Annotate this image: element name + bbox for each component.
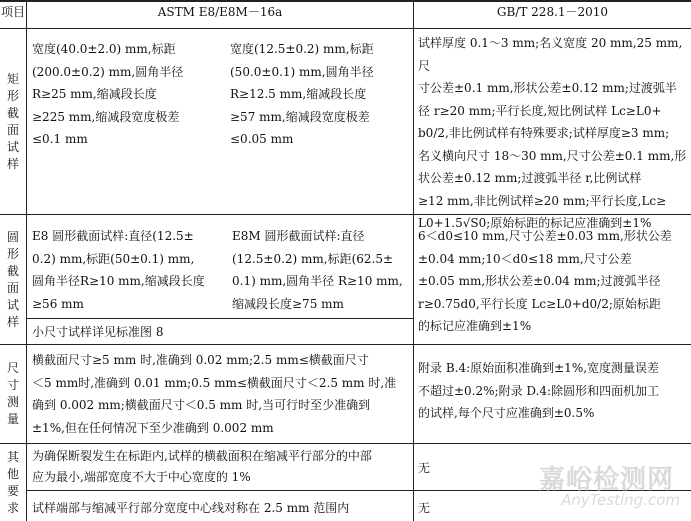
rect-astm-left: 宽度(40.0±2.0) mm,标距 (200.0±0.2) mm,圆角半径 R≥25 mm,缩减段长度 ≥225 mm,缩减段宽度极差 ≤0.1 mm bbox=[32, 42, 184, 146]
round-astm-right: E8M 圆形截面试样:直径 (12.5±0.2) mm,标距(62.5± 0.1) mm,圆角半径 R≥10 mm, 缩减段长度≥75 mm bbox=[232, 229, 403, 311]
header-bottom-border bbox=[0, 28, 691, 29]
other-astm-1: 为确保断裂发生在标距内,试样的横截面积在缩减平行部分的中部 应为最小,端部宽度不大于中心宽度的 1% bbox=[32, 449, 372, 484]
header-gbt: GB/T 228.1－2010 bbox=[496, 5, 609, 19]
header-project: 项目 bbox=[0, 5, 25, 19]
other-gbt-1: 无 bbox=[418, 461, 431, 475]
round-astm-left: E8 圆形截面试样:直径(12.5± 0.2) mm,标距(50±0.1) mm, 圆角半径R≥10 mm,缩减段长度 ≥56 mm bbox=[32, 229, 205, 311]
round-category: 圆形 截面 试样 bbox=[6, 229, 19, 329]
rect-category: 矩形 截面 试样 bbox=[6, 71, 19, 171]
other-astm-2: 试样端部与缩减平行部分宽度中心线对称在 2.5 mm 范围内 bbox=[32, 501, 350, 515]
header-astm: ASTM E8/E8M－16a bbox=[157, 5, 283, 19]
watermark-cn: 嘉峪检测网 bbox=[538, 465, 674, 495]
round-gbt: 6＜d0≤10 mm,尺寸公差±0.03 mm,形状公差 ±0.04 mm;10＜d0≤18 mm,尺寸公差 ±0.05 mm,形状公差±0.04 mm;过渡弧半径 r≥0.75d0,平行长度 Lc≥L0+d0/2;原始标距 的标记应准确到±1% bbox=[418, 229, 672, 333]
measure-astm: 横截面尺寸≥5 mm 时,准确到 0.02 mm;2.5 mm≤横截面尺寸 ＜5 mm时,准确到 0.01 mm;0.5 mm≤横截面尺寸＜2.5 mm 时,准 确到 0.002 mm;横截面尺寸＜0.5 mm 时,当可行时至少准确到 ±1%,但在任何情况下至少准确到 0.002 mm bbox=[32, 353, 397, 435]
category-column-border bbox=[26, 0, 27, 521]
other-gbt-2: 无 bbox=[418, 501, 431, 515]
measure-category: 尺寸 测量 bbox=[6, 361, 19, 426]
watermark bbox=[520, 459, 690, 519]
watermark-en: AnyTesting.com bbox=[561, 491, 680, 509]
rect-astm-right: 宽度(12.5±0.2) mm,标距 (50.0±0.1) mm,圆角半径 R≥12.5 mm,缩减段长度 ≥57 mm,缩减段宽度极差 ≤0.05 mm bbox=[230, 42, 374, 146]
measure-gbt: 附录 B.4:原始面积准确到±1%,宽度测量误差 不超过±0.2%;附录 D.4:除圆形和四面机加工 的试样,每个尺寸应准确到±0.5% bbox=[418, 361, 660, 420]
round-row-bottom-border bbox=[0, 344, 691, 345]
round-astm-note: 小尺寸试样详见标准图 8 bbox=[32, 325, 164, 339]
other-category: 其他 要求 bbox=[6, 449, 19, 515]
rect-gbt: 试样厚度 0.1～3 mm;名义宽度 20 mm,25 mm,尺 寸公差±0.1 mm,形状公差±0.12 mm;过渡弧半 径 r≥20 mm;平行长度,短比例试样 Lc≥L0+ b0/2,非比例试样有特殊要求;试样厚度≥3 mm; 名义横向尺寸 18～30 mm,尺寸公差±0.1 mm,形 状公差±0.12 mm;过渡弧半径 r,比例试样 ≥12 mm,非比例试样≥20 mm;平行长度,Lc≥ L0+1.5√S0;原始标距的标记应准确到±1% bbox=[418, 36, 687, 230]
